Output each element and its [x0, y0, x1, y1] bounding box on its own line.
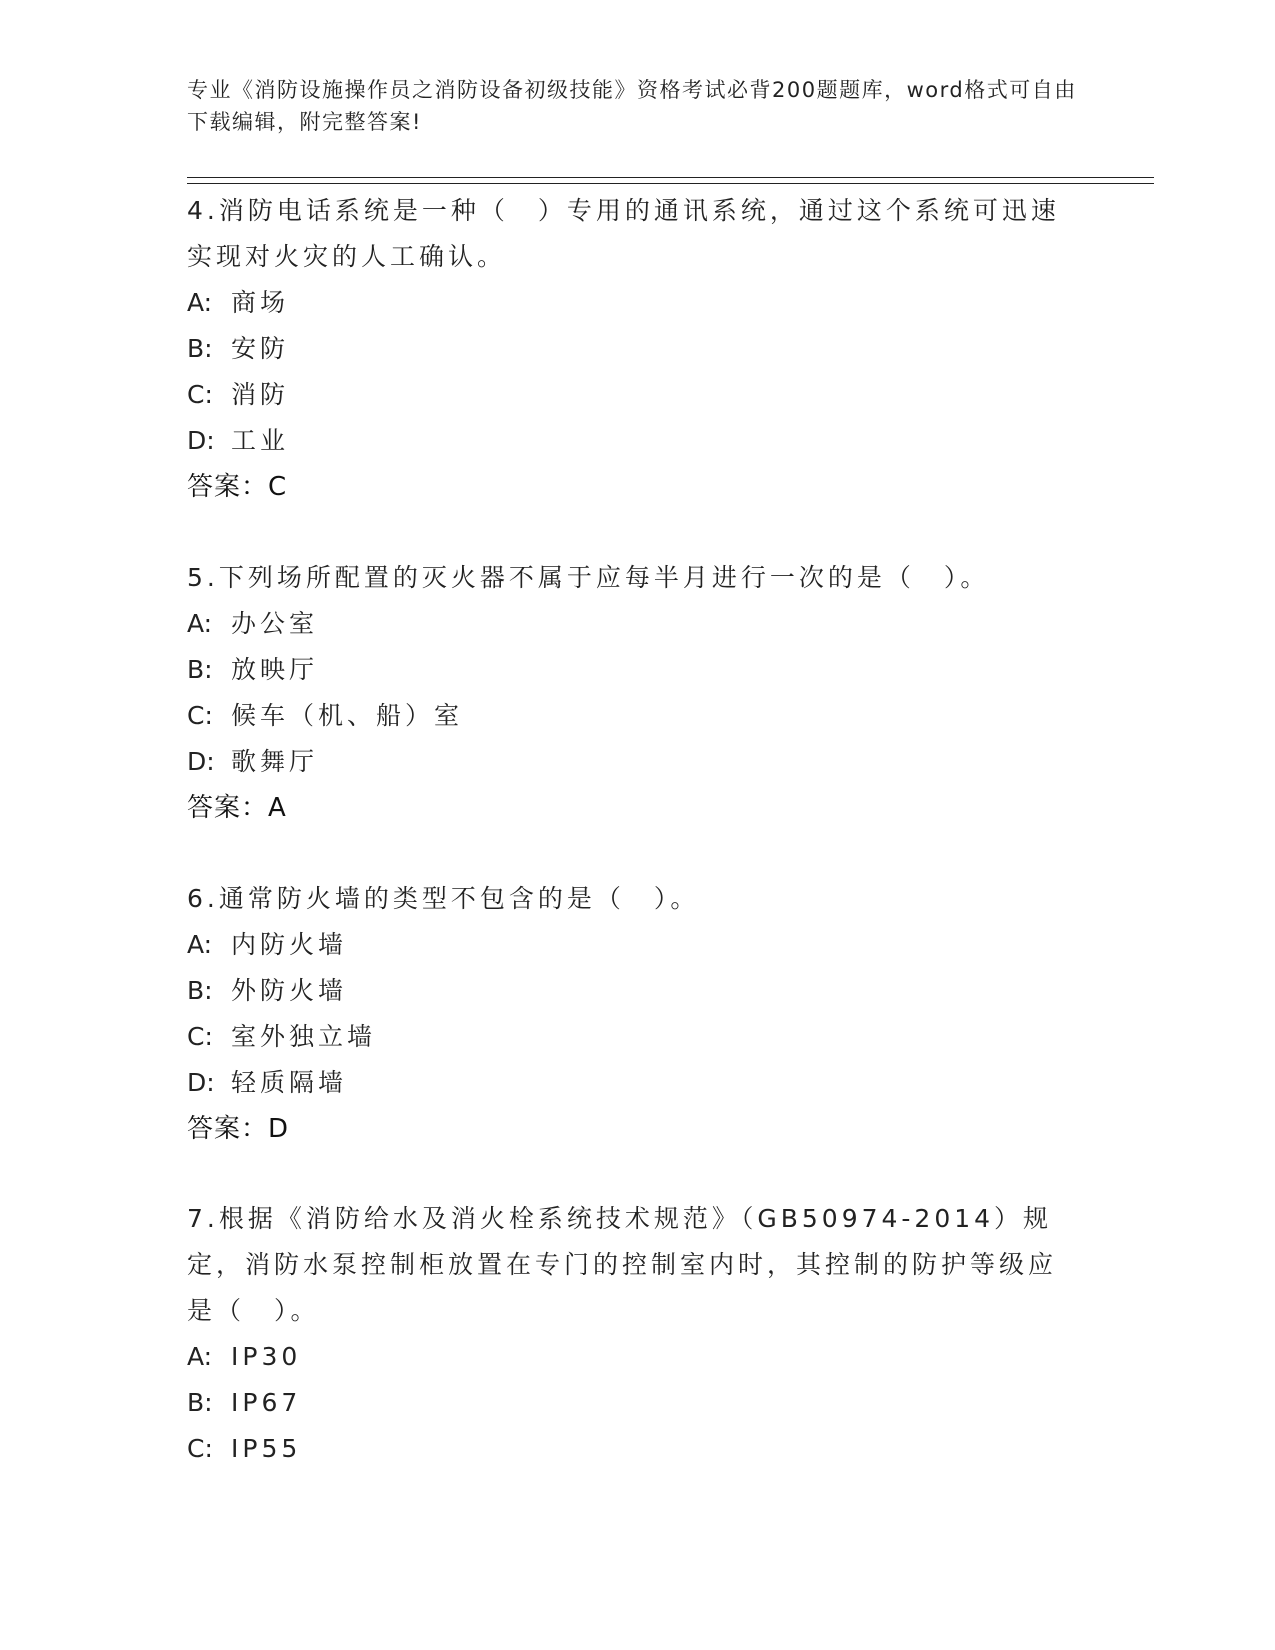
- option-key: C:: [187, 1434, 213, 1463]
- document-header: 专业《消防设施操作员之消防设备初级技能》资格考试必背200题题库，word格式可自由下载编辑，附完整答案!: [187, 78, 1077, 134]
- question-stem: 4.消防电话系统是一种（ ）专用的通讯系统，通过这个系统可迅速实现对火灾的人工确认。: [187, 196, 1060, 271]
- option-c: [187, 693, 1067, 739]
- option-d: [187, 1060, 1067, 1106]
- option-key: B:: [187, 1388, 213, 1417]
- option-a: [187, 1334, 1067, 1380]
- option-text: 办公室: [231, 609, 319, 638]
- option-d: [187, 418, 1067, 464]
- option-b: [187, 647, 1067, 693]
- question-7: [187, 1196, 1067, 1472]
- option-key: B:: [187, 976, 213, 1005]
- option-text: 候车（机、船）室: [231, 701, 464, 730]
- option-key: A:: [187, 1342, 213, 1371]
- option-text: 外防火墙: [231, 976, 348, 1005]
- question-5: [187, 555, 1067, 831]
- option-c: [187, 1014, 1067, 1060]
- option-key: D:: [187, 1068, 215, 1097]
- option-key: A:: [187, 930, 213, 959]
- option-text: 内防火墙: [231, 930, 348, 959]
- option-text: 消防: [231, 380, 290, 409]
- question-6: [187, 876, 1067, 1152]
- option-key: D:: [187, 426, 215, 455]
- option-a: [187, 922, 1067, 968]
- option-key: C:: [187, 1022, 213, 1051]
- header-divider-top: [187, 177, 1154, 178]
- option-text: 放映厅: [231, 655, 319, 684]
- option-text: 安防: [231, 334, 290, 363]
- option-text: 轻质隔墙: [231, 1068, 348, 1097]
- option-a: [187, 280, 1067, 326]
- option-a: [187, 601, 1067, 647]
- option-text: IP55: [231, 1434, 302, 1463]
- question-stem: 5.下列场所配置的灭火器不属于应每半月进行一次的是（ ）。: [187, 563, 990, 592]
- option-text: 商场: [231, 288, 290, 317]
- option-key: A:: [187, 609, 213, 638]
- answer-line: 答案：A: [187, 793, 287, 823]
- question-stem: 7.根据《消防给水及消火栓系统技术规范》（GB50974-2014）规定，消防水泵控制柜放置在专门的控制室内时，其控制的防护等级应是（ ）。: [187, 1204, 1058, 1325]
- option-text: 室外独立墙: [231, 1022, 377, 1051]
- option-key: C:: [187, 701, 213, 730]
- option-c: [187, 1426, 1067, 1472]
- option-key: A:: [187, 288, 213, 317]
- option-b: [187, 326, 1067, 372]
- option-key: C:: [187, 380, 213, 409]
- answer-line: 答案：C: [187, 472, 288, 502]
- option-text: 工业: [231, 426, 290, 455]
- answer-line: 答案：D: [187, 1114, 290, 1144]
- option-key: B:: [187, 655, 213, 684]
- question-4: [187, 188, 1067, 510]
- option-b: [187, 1380, 1067, 1426]
- option-key: B:: [187, 334, 213, 363]
- option-c: [187, 372, 1067, 418]
- option-key: D:: [187, 747, 215, 776]
- option-text: 歌舞厅: [231, 747, 319, 776]
- header-divider-bottom: [187, 183, 1154, 184]
- question-stem: 6.通常防火墙的类型不包含的是（ ）。: [187, 884, 700, 913]
- option-text: IP67: [231, 1388, 302, 1417]
- option-d: [187, 739, 1067, 785]
- option-text: IP30: [231, 1342, 302, 1371]
- option-b: [187, 968, 1067, 1014]
